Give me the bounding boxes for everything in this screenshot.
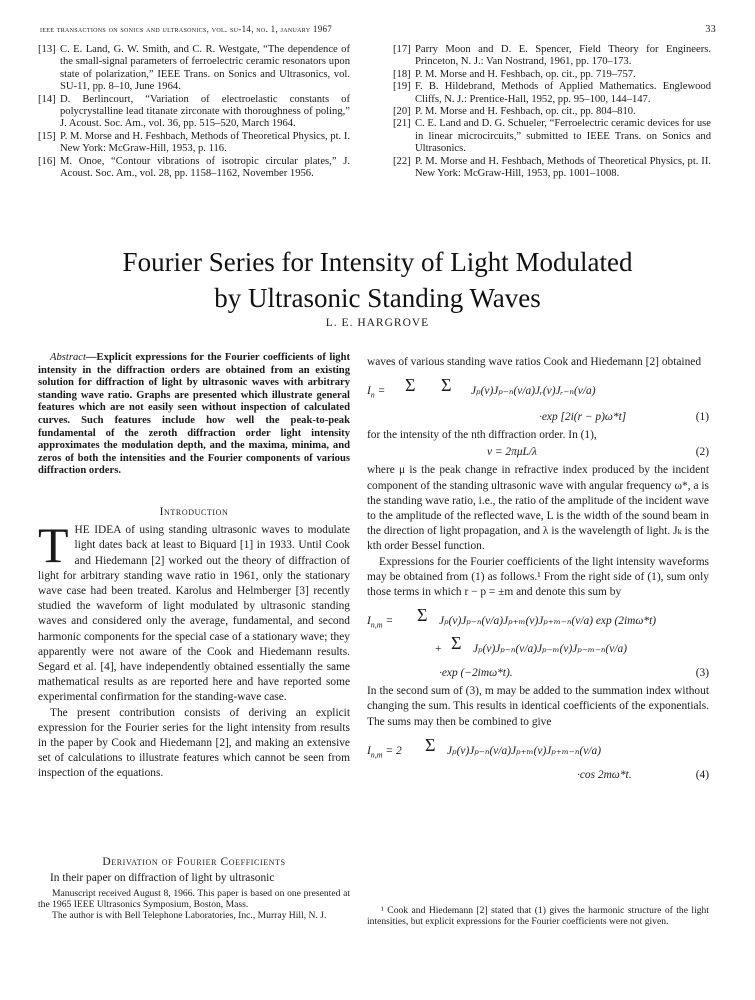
running-header (40, 24, 716, 34)
equation-1-cont: ·exp [2i(r − p)ω*t] (1) (367, 410, 709, 428)
footnote-1: ¹ Cook and Hiedemann [2] stated that (1) gives the harmonic structure of the light intensities, but explicit expressions for the Fourier coefficients were not given. (367, 905, 709, 927)
reference-item: [13] C. E. Land, G. W. Smith, and C. R. Westgate, “The dependence of the small-signal parameters of ferroelectric ceramic resonators upon state of polarization,” IEEE Trans. on Sonics and Ultrasonics, vol. SU-11, pp. 8–10, June 1964. (38, 44, 350, 93)
abstract: Abstract—Explicit expressions for the Fourier coefficients of light intensity in the diffraction orders are obtained from an existing solution for diffraction of light by ultrasonic waves with arbitrary standing wave ratio. Graphs are presented which illustrate general features which are not easily seen without inspection of calculated curves. Such features include how well the peak-to-peak fundamental of the zeroth diffraction order light intensity approximates the modulation depth, and the maxima, minima, and zeros of both the intensities and the Fourier components of various diffraction orders. (38, 352, 350, 477)
reference-item: [21] C. E. Land and D. G. Schueler, “Ferroelectric ceramic devices for use in linear microcircuits,” submitted to IEEE Trans. on Sonics and Ultrasonics. (393, 118, 711, 155)
equation-4-cont: ·cos 2mω*t. (4) (367, 768, 709, 786)
intro-paragraph: The present contribution consists of deriving an explicit expression for the Fourier series for the light intensity from results in the paper by Cook and Hiedemann [2], and making an extensive set of calculations to illustrate features which cannot be seen from inspection of the equations. (38, 706, 350, 780)
author: L. E. HARGROVE (325, 317, 430, 329)
derivation-paragraph: where μ is the peak change in refractive index produced by the incident component of the standing ultrasonic wave with angular frequency ω*, a is the standing wave ratio, i.e., the ratio of the amplitude of the incident wave to the amplitude of the reflected wave, L is the width of the sound beam in the direction of light propagation, and λ is the wavelength of light. Jₖ is the kth order Bessel function. (367, 464, 709, 553)
journal-name: ieee transactions on sonics and ultrasonics, vol. su-14, no. 1, january 1967 (40, 24, 333, 34)
section-heading: Introduction (159, 506, 229, 518)
equation-1: $I_n$ = Σ Σ Jₚ(v)Jₚ₋ₙ(v/a)Jᵣ(v)Jᵣ₋ₙ(v/a) (367, 375, 596, 400)
equation-number: (1) (695, 411, 709, 424)
reference-item: [17] Parry Moon and D. E. Spencer, Field Theory for Engineers. Princeton, N. J.: Van Nostrand, 1961, pp. 170–173. (393, 44, 711, 68)
manuscript-footnote: Manuscript received August 8, 1966. This paper is based on one presented at the 1965 IEEE Ultrasonics Symposium, Boston, Mass. The author is with Bell Telephone Laboratories, Inc., Murray Hill, N. J. (38, 888, 350, 921)
references-right (393, 44, 711, 180)
equation-4: $I_{n,m} = 2$ Σ Jₚ(v)Jₚ₋ₙ(v/a)Jₚ₊ₘ(v)Jₚ₊ₘ₋ₙ(v/a) (367, 734, 601, 760)
derivation-paragraph: for the intensity of the nth diffraction order. In (1), (367, 429, 597, 442)
reference-item: [14] D. Berlincourt, “Variation of electroelastic constants of polycrystalline lead titanate zirconate with thoroughness of poling,” J. Acoust. Soc. Am., vol. 36, pp. 515–520, March 1964. (38, 93, 350, 130)
references-left (38, 44, 350, 180)
reference-item: [20] P. M. Morse and H. Feshbach, op. cit., pp. 804–810. (393, 106, 636, 118)
equation-2: v = 2πμL/λ (2) (367, 445, 709, 463)
equation-number: (3) (695, 667, 709, 680)
reference-item: [22] P. M. Morse and H. Feshbach, Methods of Theoretical Physics, pt. II. New York: McGraw-Hill, 1953, pp. 1001–1008. (393, 155, 711, 180)
equation-number: (2) (695, 446, 709, 459)
reference-item: [16] M. Onoe, “Contour vibrations of isotropic circular plates,” J. Acoust. Soc. Am., vol. 28, pp. 1158–1162, November 1956. (38, 155, 350, 180)
derivation-paragraph: waves of various standing wave ratios Cook and Hiedemann [2] obtained (367, 356, 702, 368)
equation-number: (4) (695, 768, 709, 781)
derivation-paragraph: In their paper on diffraction of light by ultrasonic (50, 872, 275, 884)
equation-3-cont: + Σ Jₚ(v)Jₚ₋ₙ(v/a)Jₚ₋ₘ(v)Jₚ₋ₘ₋ₙ(v/a) (435, 633, 627, 656)
drop-cap: T (38, 517, 69, 574)
page-number: 33 (705, 24, 716, 35)
right-column-body (367, 355, 709, 786)
introduction-section (38, 505, 350, 782)
section-heading: Derivation of Fourier Coefficients (102, 856, 286, 868)
derivation-paragraph: In the second sum of (3), m may be added to the summation index without changing the sum. This results in identical coefficients of the exponentials. The sums may then be combined to give (367, 685, 709, 728)
equation-3: $I_{n,m}$ = Σ Jₚ(v)Jₚ₋ₙ(v/a)Jₚ₊ₘ(v)Jₚ₊ₘ₋ₙ(v/a) exp (2imω*t) (367, 605, 657, 630)
paper-title: Fourier Series for Intensity of Light Modulated by Ultrasonic Standing Waves (122, 247, 633, 313)
abstract-label: Abstract (50, 352, 86, 363)
intro-paragraph: THE IDEA of using standing ultrasonic waves to modulate light dates back at least to Biquard [1] in 1933. Until Cook and Hiedemann [2] worked out the theory of diffraction of light for arbitrary standing wave ratio in 1961, only the stationary wave case had been treated. Karolus and Helmberger [3] recently studied the waveform of light modulated by ultrasonic standing waves and considered only the average, fundamental, and second harmonic components for the special case of a stationary wave; they apparently were not aware of the Cook and Hiedemann results. Segard et al. [4], have independently obtained essentially the same mathematical results as are reported here and have reported some experimental confirmation for the standing-wave case. (38, 517, 350, 704)
reference-item: [18] P. M. Morse and H. Feshbach, op. cit., pp. 719–757. (393, 68, 636, 80)
reference-item: [15] P. M. Morse and H. Feshbach, Methods of Theoretical Physics, pt. I. New York: McGraw-Hill, 1953, p. 116. (38, 130, 350, 155)
equation-3-exp: ·exp (−2imω*t). (3) (367, 666, 709, 684)
derivation-paragraph: Expressions for the Fourier coefficients of the light intensity waveforms may be obtained from (1) as follows.¹ From the right side of (1), sum only those terms in which r − p = ±m and denote this sum by (367, 555, 709, 599)
reference-item: [19] F. B. Hildebrand, Methods of Applied Mathematics. Englewood Cliffs, N. J.: Prentice-Hall, 1952, pp. 95–100, 144–147. (393, 81, 711, 105)
